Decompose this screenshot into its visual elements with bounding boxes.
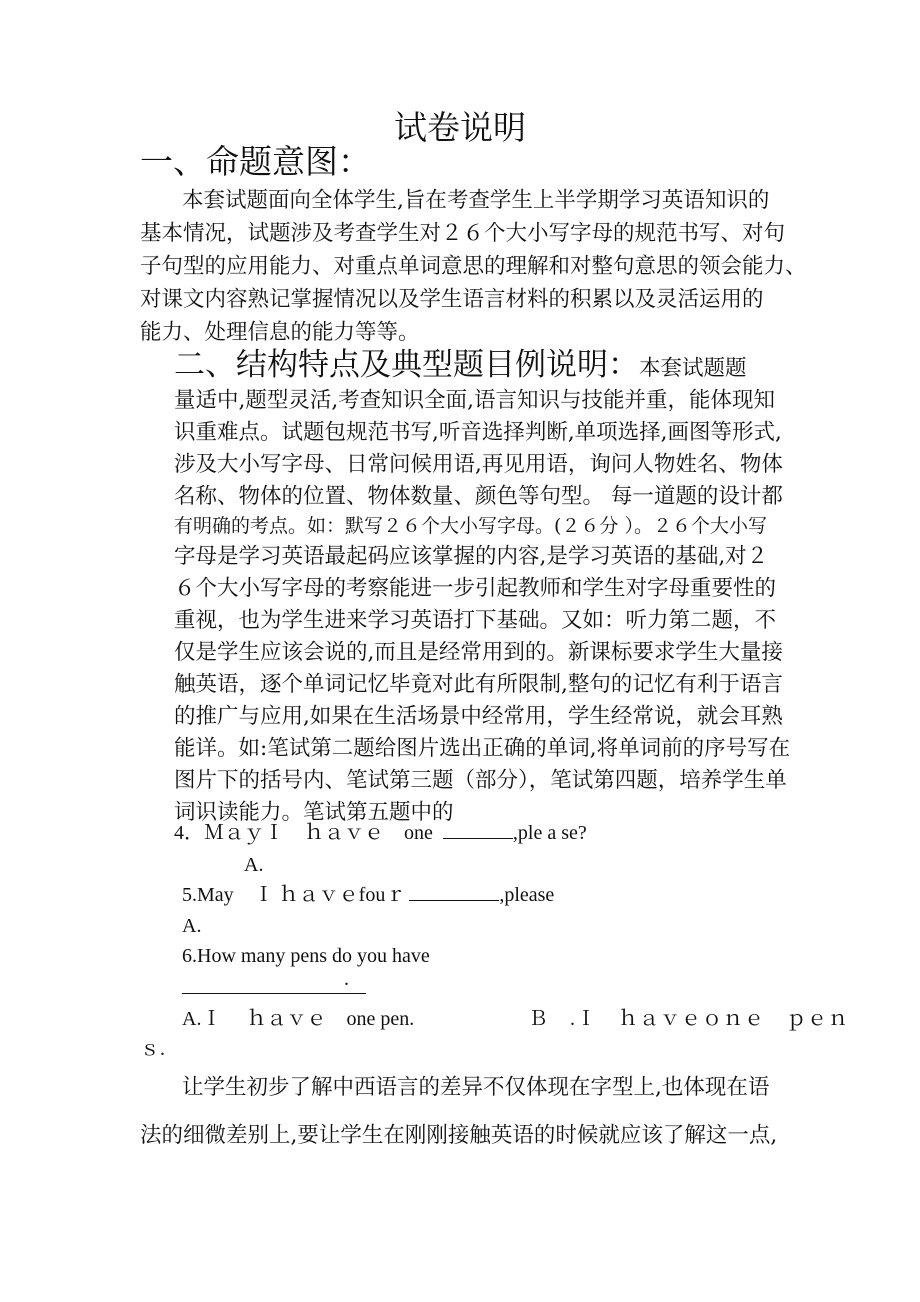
section-2-line: ６个大小写字母的考察能进一步引起教师和学生对字母重要性的 bbox=[174, 576, 777, 601]
section-2-line: 能详。如:笔试第二题给图片选出正确的单词,将单词前的序号写在 bbox=[174, 736, 791, 761]
question-5-text: 5.May Ｉ ｈａｖｅfouｒ bbox=[182, 884, 406, 906]
section-2-line: 的推广与应用,如果在生活场景中经常用，学生经常说，就会耳熟 bbox=[174, 704, 783, 729]
section-2-heading-row bbox=[174, 345, 747, 390]
question-6-option-a: A.Ｉ ｈａｖｅ one pen. bbox=[182, 1008, 415, 1030]
section-2-heading-tail: 本套试题题 bbox=[639, 356, 747, 381]
section-2-line: 名称、物体的位置、物体数量、颜色等句型。 每一道题的设计都 bbox=[174, 484, 783, 509]
section-2-line: 触英语，逐个单词记忆毕竟对此有所限制,整句的记忆有利于语言 bbox=[174, 672, 783, 697]
question-6-option-b: Ｂ .Ｉ ｈａｖｅｏｎｅ ｐｅｎ bbox=[528, 1008, 849, 1030]
document-title: 试卷说明 bbox=[394, 108, 526, 147]
section-1-line: 对课文内容熟记掌握情况以及学生语言材料的积累以及灵活运用的 bbox=[140, 287, 764, 312]
section-2-line: 图片下的括号内、笔试第三题（部分），笔试第四题，培养学生单 bbox=[174, 768, 787, 793]
question-5-blank bbox=[409, 880, 499, 901]
section-1-line: 本套试题面向全体学生,旨在考查学生上半学期学习英语知识的 bbox=[182, 188, 770, 213]
question-6-answer-line bbox=[182, 993, 366, 994]
question-4 bbox=[174, 818, 587, 848]
section-1-line: 能力、处理信息的能力等等。 bbox=[140, 320, 420, 345]
question-4-option-a: A. bbox=[244, 854, 264, 876]
question-4-tail: ,ple a se? bbox=[512, 822, 587, 844]
question-4-blank bbox=[443, 818, 513, 839]
closing-line: 让学生初步了解中西语言的差异不仅体现在字型上,也体现在语 bbox=[182, 1075, 770, 1100]
section-2-line: 涉及大小写字母、日常问候用语,再见用语，询问人物姓名、物体 bbox=[174, 452, 783, 477]
question-6: 6.How many pens do you have bbox=[182, 945, 430, 967]
question-6-option-b-wrap: ｓ. bbox=[140, 1038, 165, 1060]
closing-line: 法的细微差别上,要让学生在刚刚接触英语的时候就应该了解这一点, bbox=[140, 1123, 778, 1148]
section-1-line: 基本情况，试题涉及考查学生对２６个大小写字母的规范书写、对句 bbox=[140, 221, 786, 246]
section-2-line: 识重难点。试题包规范书写,听音选择判断,单项选择,画图等形式, bbox=[174, 420, 782, 445]
question-5 bbox=[182, 880, 554, 910]
section-1-line: 子句型的应用能力、对重点单词意思的理解和对整句意思的领会能力、 bbox=[140, 254, 807, 279]
section-2-line: 词识读能力。笔试第五题中的 bbox=[174, 800, 454, 825]
section-2-line: 字母是学习英语最起码应该掌握的内容,是学习英语的基础,对２ bbox=[174, 544, 769, 569]
section-1-heading: 一、命题意图： bbox=[140, 142, 371, 181]
question-5-tail: ,please bbox=[499, 884, 555, 906]
question-6-period: . bbox=[344, 968, 349, 990]
section-2-line: 仅是学生应该会说的,而且是经常用到的。新课标要求学生大量接 bbox=[174, 640, 783, 665]
question-5-option-a: A. bbox=[182, 915, 202, 937]
section-2-line: 重视，也为学生进来学习英语打下基础。又如：听力第二题，不 bbox=[174, 608, 777, 633]
section-2-heading: 二、结构特点及典型题目例说明： bbox=[174, 347, 639, 383]
question-4-text: 4．ＭａｙＩ ｈａｖｅ one bbox=[174, 822, 433, 844]
section-2-line: 有明确的考点。如：默写２６个大小写字母。(２６分 ）。２６个大小写 bbox=[174, 515, 767, 537]
section-2-line: 量适中,题型灵活,考查知识全面,语言知识与技能并重，能体现知 bbox=[174, 388, 776, 413]
